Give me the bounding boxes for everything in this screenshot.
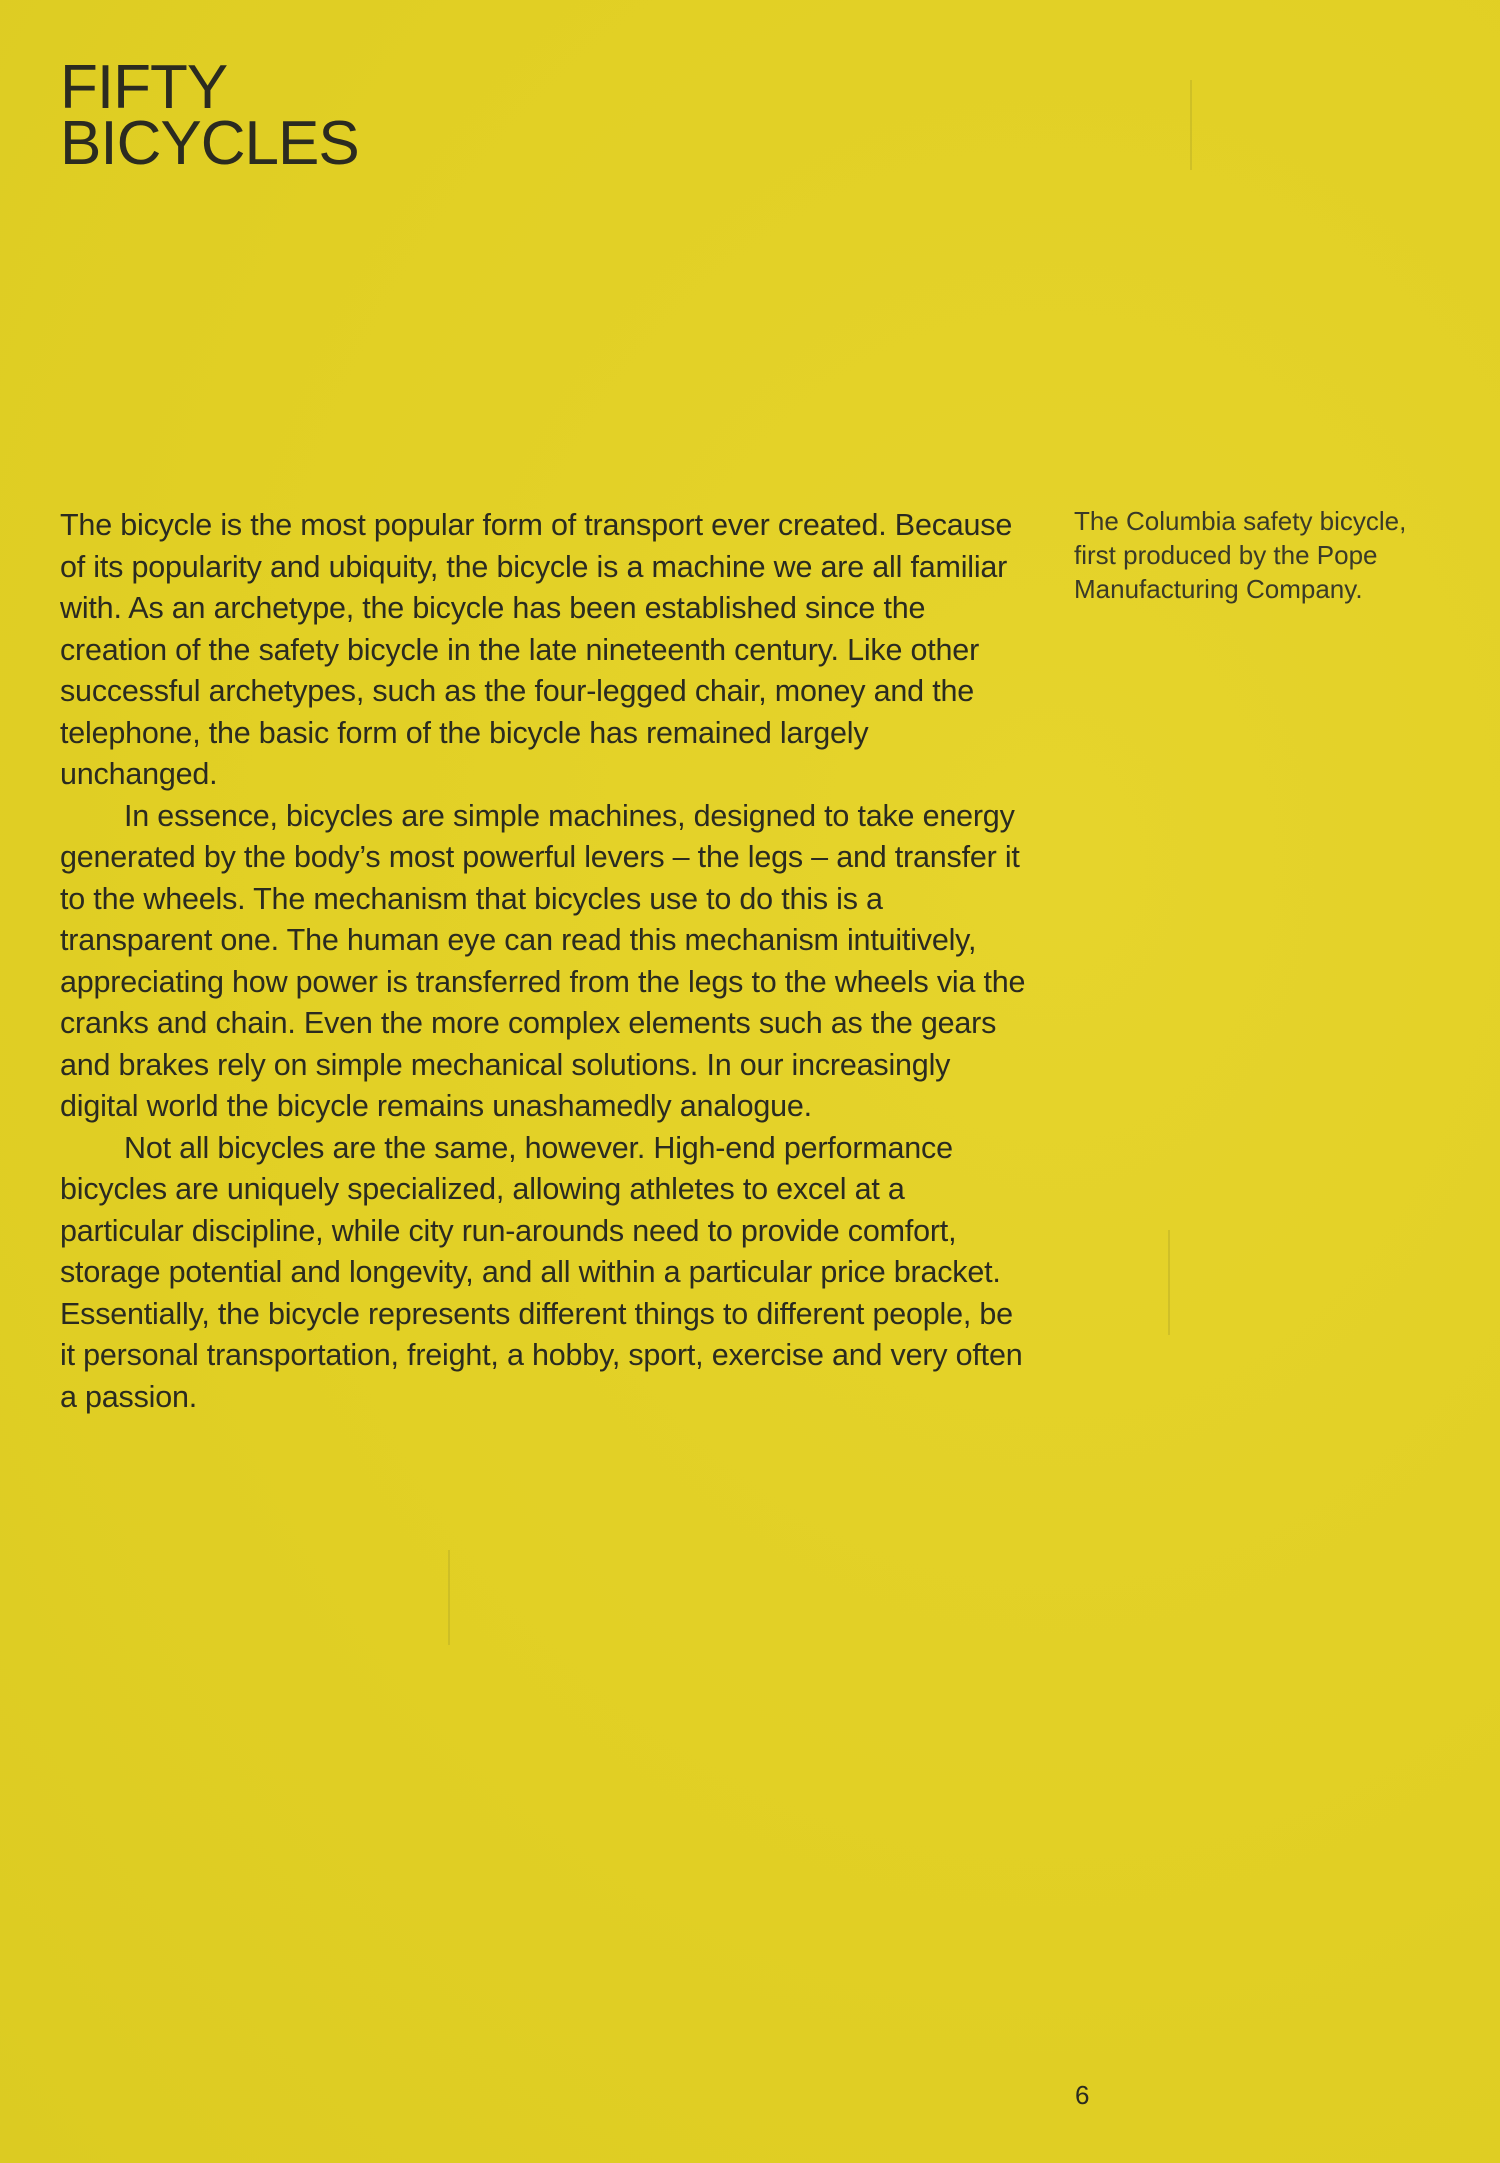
image-caption: The Columbia safety bicycle, first produced by the Pope Manufacturing Company.	[1074, 506, 1407, 604]
paper-scuff-mark	[1190, 80, 1192, 170]
paragraph-1: The bicycle is the most popular form of transport ever created. Because of its popularity and ubiquity, the bicycle is a machine we are all familiar with. As an archetype, the bicycle has been established since the creation of the safety bicycle in the late nineteenth century. Like other successful archetypes, such as the four-legged chair, money and the telephone, the basic form of the bicycle has remained largely unchanged.	[60, 508, 1013, 791]
title-line-1: FIFTY	[60, 53, 228, 122]
title-line-2: BICYCLES	[60, 109, 359, 178]
body-text	[60, 505, 1030, 1418]
paragraph-3: Not all bicycles are the same, however. High-end performance bicycles are uniquely specialized, allowing athletes to excel at a particular discipline, while city run-arounds need to provide comfort, storage potential and longevity, and all within a particular price bracket. Essentially, the bicycle represents different things to different people, be it personal transportation, freight, a hobby, sport, exercise and very often a passion.	[60, 1130, 1023, 1414]
page-title	[60, 53, 359, 178]
page-number: 6	[1075, 2080, 1090, 2110]
paper-scuff-mark	[1168, 1230, 1170, 1335]
paper-scuff-mark	[448, 1550, 450, 1645]
paragraph-2: In essence, bicycles are simple machines, designed to take energy generated by the body’s most powerful levers – the legs – and transfer it to the wheels. The mechanism that bicycles use to do this is a transparent one. The human eye can read this mechanism intuitively, appreciating how power is transferred from the legs to the wheels via the cranks and chain. Even the more complex elements such as the gears and brakes rely on simple mechanical solutions. In our increasingly digital world the bicycle remains unashamedly analogue.	[60, 798, 1026, 1123]
